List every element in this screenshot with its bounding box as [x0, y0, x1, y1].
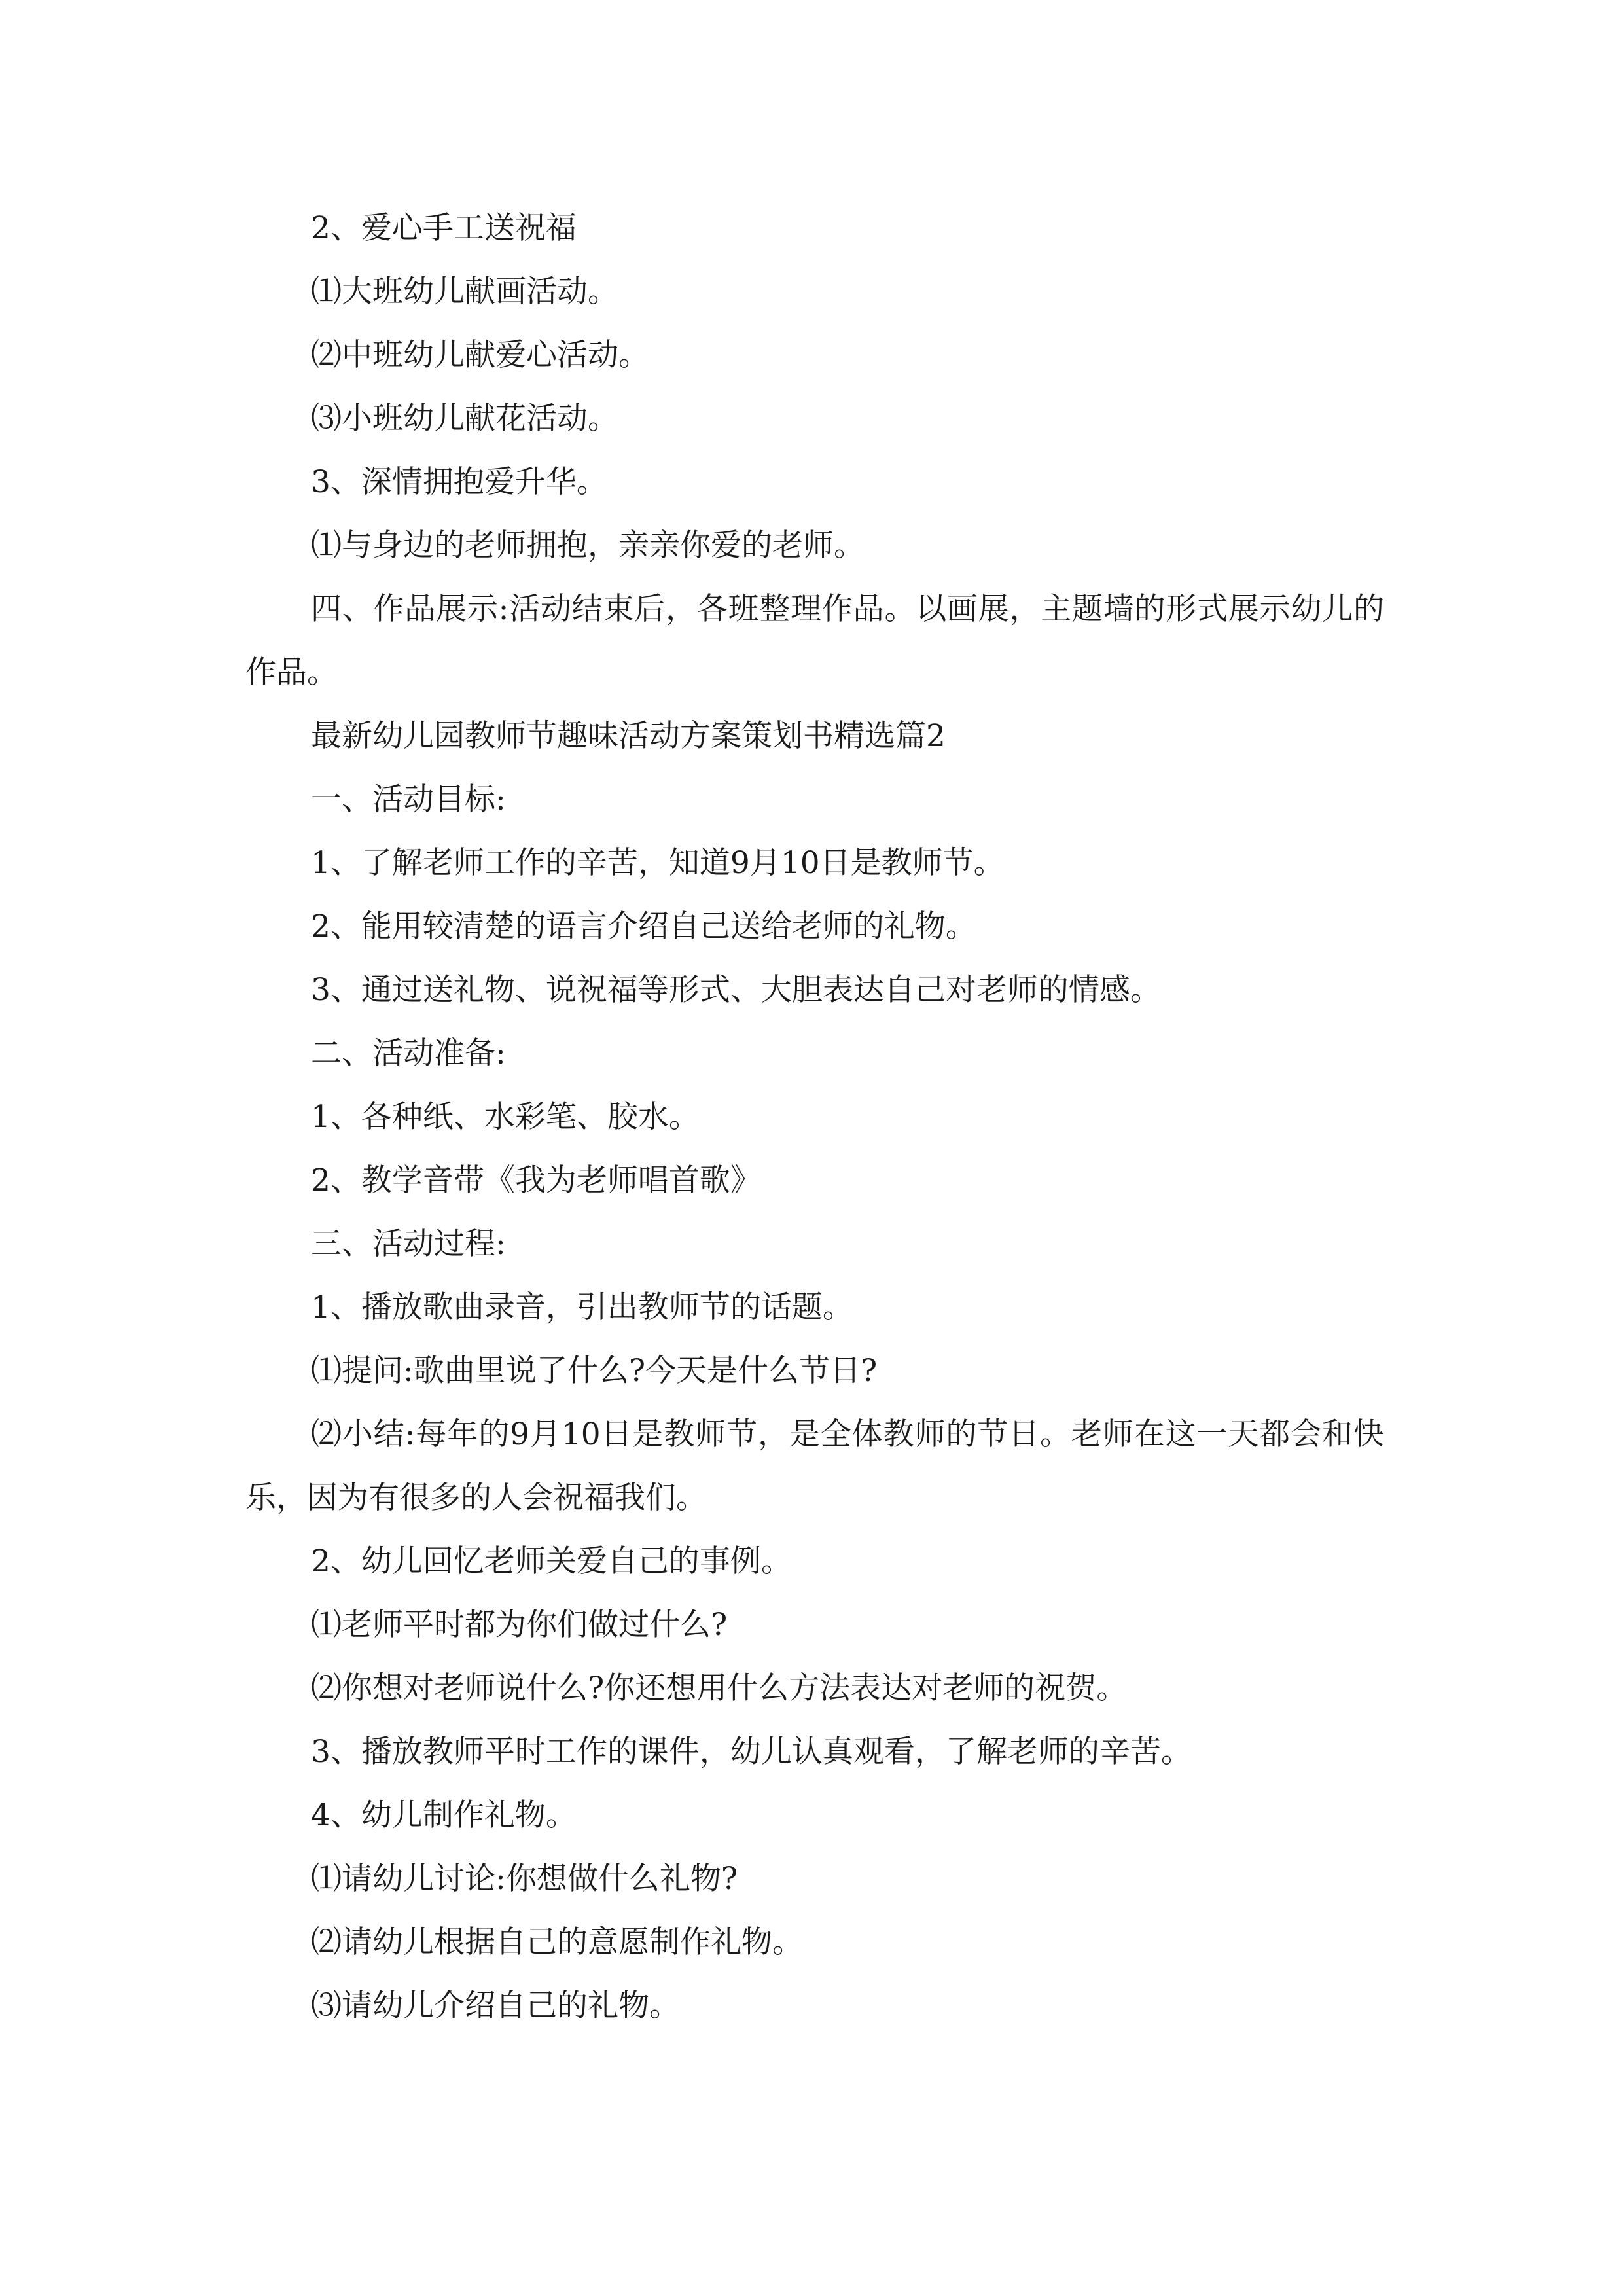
paragraph: 三、活动过程: — [311, 1226, 506, 1262]
paragraph: 四、作品展示:活动结束后，各班整理作品。以画展，主题墙的形式展示幼儿的作品。 — [245, 591, 1384, 691]
paragraph: ⑴提问:歌曲里说了什么?今天是什么节日? — [311, 1353, 878, 1389]
paragraph: 1、各种纸、水彩笔、胶水。 — [311, 1099, 700, 1135]
paragraph: 2、幼儿回忆老师关爱自己的事例。 — [311, 1543, 792, 1579]
paragraph: 1、了解老师工作的辛苦，知道9月10日是教师节。 — [311, 845, 1005, 881]
paragraph: ⑵中班幼儿献爱心活动。 — [311, 337, 649, 373]
paragraph: ⑶请幼儿介绍自己的礼物。 — [311, 1988, 680, 2024]
paragraph: ⑴老师平时都为你们做过什么? — [311, 1607, 728, 1643]
paragraph: 4、幼儿制作礼物。 — [311, 1797, 577, 1833]
paragraph: ⑴大班幼儿献画活动。 — [311, 274, 618, 310]
paragraph: 1、播放歌曲录音，引出教师节的话题。 — [311, 1289, 853, 1325]
paragraph: ⑶小班幼儿献花活动。 — [311, 401, 618, 437]
paragraph: 二、活动准备: — [311, 1035, 506, 1071]
paragraph: 3、深情拥抱爱升华。 — [311, 464, 607, 500]
paragraph: 2、教学音带《我为老师唱首歌》 — [311, 1162, 761, 1198]
document-body — [245, 196, 1384, 2037]
paragraph: ⑵小结:每年的9月10日是教师节，是全体教师的节日。老师在这一天都会和快乐，因为有很多的人会祝福我们。 — [245, 1416, 1384, 1516]
paragraph: 一、活动目标: — [311, 781, 506, 817]
paragraph: ⑴与身边的老师拥抱，亲亲你爱的老师。 — [311, 528, 865, 564]
paragraph: ⑴请幼儿讨论:你想做什么礼物? — [311, 1861, 738, 1897]
paragraph: ⑵你想对老师说什么?你还想用什么方法表达对老师的祝贺。 — [311, 1670, 1128, 1706]
paragraph: ⑵请幼儿根据自己的意愿制作礼物。 — [311, 1924, 803, 1960]
paragraph: 2、能用较清楚的语言介绍自己送给老师的礼物。 — [311, 908, 976, 944]
paragraph: 3、通过送礼物、说祝福等形式、大胆表达自己对老师的情感。 — [311, 972, 1161, 1008]
paragraph: 3、播放教师平时工作的课件，幼儿认真观看，了解老师的辛苦。 — [311, 1734, 1192, 1770]
section-heading: 最新幼儿园教师节趣味活动方案策划书精选篇2 — [311, 718, 946, 754]
paragraph: 2、爱心手工送祝福 — [311, 210, 577, 246]
